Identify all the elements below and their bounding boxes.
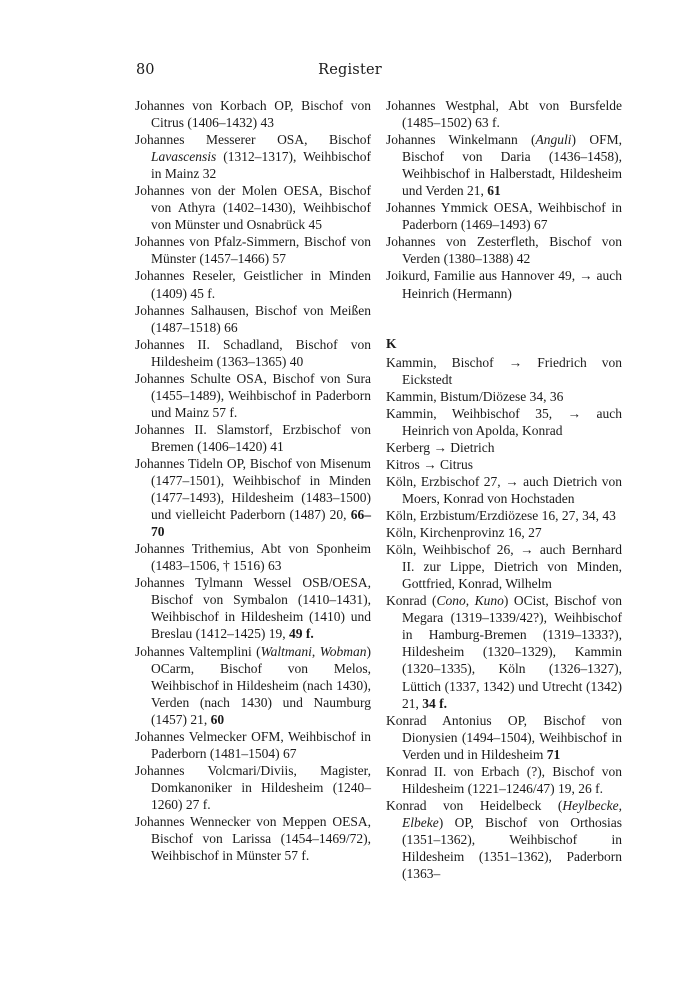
index-entry-text: Johannes Salhausen, Bischof von Meißen (1487–1518) 66 (135, 302, 371, 335)
index-entry-text: ) OFM, Bischof von Daria (1436–1458), Weihbischof in Halberstadt, Hildesheim und Verden 21, (402, 132, 622, 199)
index-entry (135, 540, 371, 574)
index-entry-text: Johannes Valtemplini ( (135, 643, 261, 659)
index-entry-text: Köln, Weihbischof 26, → auch Bernhard II. zur Lippe, Dietrich von Minden, Gottfried, Konrad, Wilhelm (386, 542, 622, 592)
index-entry-text: Joikurd, Familie aus Hannover 49, → auch Heinrich (Hermann) (386, 268, 622, 301)
index-entry-text: Köln, Erzbistum/Erzdiözese 16, 27, 34, 43 (386, 508, 616, 524)
index-entry-text: Kuno (474, 593, 504, 609)
running-head: Register (318, 62, 382, 78)
index-entry (135, 131, 371, 182)
index-entries-j-continued (386, 97, 622, 302)
index-entry-text: Johannes Trithemius, Abt von Sponheim (1483–1506, † 1516) 63 (135, 541, 371, 574)
index-entry (135, 233, 371, 267)
index-entry (386, 797, 622, 882)
index-entry (386, 354, 622, 388)
index-entry (386, 507, 622, 524)
index-entry-text: 61 (487, 183, 501, 199)
index-entry-text: Kammin, Bistum/Diözese 34, 36 (386, 388, 564, 404)
index-entry-text: Johannes Wennecker von Meppen OESA, Bischof von Larissa (1454–1469/72), Weihbischof in Münster 57 f. (135, 813, 371, 864)
index-entry-text: Waltmani (260, 643, 312, 659)
index-entry (135, 182, 371, 233)
index-entry (135, 97, 371, 131)
index-entry (386, 524, 622, 541)
index-entry (135, 421, 371, 455)
index-entry-text: Johannes Westphal, Abt von Bursfelde (1485–1502) 63 f. (386, 98, 622, 131)
index-entry-text: Lavascensis (151, 149, 217, 165)
index-entry-text: Kammin, Bischof → Friedrich von Eickstedt (386, 354, 622, 387)
index-entry (386, 199, 622, 233)
index-entry-text: Johannes Schulte OSA, Bischof von Sura (1455–1489), Weihbischof in Paderborn und Mainz 57 f. (135, 370, 371, 420)
index-entry (135, 643, 371, 728)
index-entry-text: Anguli (535, 132, 572, 148)
index-entry-text: Johannes Reseler, Geistlicher in Minden (1409) 45 f. (135, 268, 371, 301)
index-entry-text: Johannes von Korbach OP, Bischof von Citrus (1406–1432) 43 (135, 98, 371, 131)
index-entry-text: Kitros → Citrus (386, 456, 474, 472)
index-entry (135, 267, 371, 301)
index-entry-text: Elbeke (402, 814, 439, 830)
index-entry-text: ) OCist, Bischof von Megara (1319–1339/42?), Weihbischof in Hamburg-Bremen (1319–1333?), Hildesheim (1320–1329), Kammin (1320–1335), Köln (1326–1327), Lüttich (1337, 1342) und Utrecht (1342) 21, (402, 593, 622, 711)
index-entry (135, 813, 371, 864)
index-entry-text: Cono (436, 593, 466, 609)
index-entry (386, 131, 622, 199)
index-entry-text: Johannes Winkelmann ( (386, 132, 536, 148)
index-entry (386, 439, 622, 456)
index-entry-text: 66–70 (151, 507, 371, 540)
index-entry-text: Köln, Erzbischof 27, → auch Dietrich von Moers, Konrad von Hochstaden (386, 473, 622, 506)
index-entry (386, 405, 622, 439)
index-entry-text: Konrad von Heidelbeck ( (386, 797, 563, 813)
index-entry-text: , (618, 797, 622, 813)
index-entry (135, 455, 371, 540)
index-entry (386, 97, 622, 131)
index-entry-text: Johannes von Zesterfleth, Bischof von Verden (1380–1388) 42 (386, 234, 622, 267)
index-entry-text: Johannes von Pfalz-Simmern, Bischof von Münster (1457–1466) 57 (135, 234, 371, 267)
index-entry-text: (1312–1317), Weihbischof in Mainz 32 (151, 149, 371, 182)
index-entry (135, 762, 371, 813)
index-entry-text: Johannes Velmecker OFM, Weihbischof in Paderborn (1481–1504) 67 (135, 728, 371, 761)
page-header (0, 60, 700, 84)
index-entry (135, 370, 371, 421)
index-entry-text: 60 (210, 711, 225, 727)
index-column-left (135, 97, 371, 864)
index-entry-text: Kerberg → Dietrich (386, 439, 495, 455)
index-entry-text: Konrad ( (386, 593, 437, 609)
index-entries-k (386, 354, 622, 882)
index-entry-text: ) OCarm, Bischof von Melos, Weihbischof in Hildesheim (nach 1430), Verden (nach 1430) und Naumburg (1457) 21, (151, 643, 371, 727)
index-entry-text: Johannes Messerer OSA, Bischof (135, 132, 371, 148)
index-entry-text: Konrad Antonius OP, Bischof von Dionysien (1494–1504), Weihbischof in Verden und in Hildesheim (386, 712, 622, 762)
index-entry (386, 473, 622, 507)
index-entry-text: Johannes Tideln OP, Bischof von Misenum (1477–1501), Weihbischof in Minden (1477–1493), Hildesheim (1483–1500) und vielleicht Paderborn (1487) 20, (135, 455, 371, 523)
index-entry (386, 388, 622, 405)
index-entry (386, 233, 622, 267)
index-entry-text: , (311, 643, 320, 659)
index-column-right (386, 97, 622, 882)
index-entry-text: Johannes II. Schadland, Bischof von Hildesheim (1363–1365) 40 (135, 336, 371, 369)
index-entry-text: Johannes von der Molen OESA, Bischof von Athyra (1402–1430), Weihbischof von Münster und Osnabrück 45 (135, 183, 371, 233)
index-entry (386, 267, 622, 301)
index-entry-text: Johannes Ymmick OESA, Weihbischof in Paderborn (1469–1493) 67 (386, 200, 622, 233)
index-entry-text: Konrad II. von Erbach (?), Bischof von Hildesheim (1221–1246/47) 19, 26 f. (386, 763, 622, 796)
index-entry (135, 728, 371, 762)
section-letter-heading: K (386, 335, 397, 351)
index-entry-text: Heylbecke (562, 797, 619, 813)
index-entry (386, 712, 622, 763)
index-entry-text: Johannes II. Slamstorf, Erzbischof von Bremen (1406–1420) 41 (135, 421, 371, 454)
index-entry (386, 456, 622, 473)
index-entry-text: 49 f. (288, 626, 314, 642)
index-entry-text: Johannes Volcmari/Diviis, Magister, Domkanoniker in Hildesheim (1240–1260) 27 f. (135, 762, 371, 812)
index-entry (386, 592, 622, 711)
index-entry-text: Köln, Kirchenprovinz 16, 27 (386, 525, 542, 541)
index-entry-text: Wobman (319, 643, 367, 659)
index-entry-text: 71 (546, 746, 561, 762)
index-entry-text: , (465, 593, 475, 609)
page-number: 80 (136, 62, 155, 78)
index-entry (135, 336, 371, 370)
index-entry (135, 302, 371, 336)
index-entry (386, 763, 622, 797)
index-entry (135, 574, 371, 642)
index-entry-text: Kammin, Weihbischof 35, → auch Heinrich von Apolda, Konrad (386, 405, 622, 438)
index-entry-text: ) OP, Bischof von Orthosias (1351–1362), Weihbischof in Hildesheim (1351–1362), Paderborn (1363– (402, 814, 622, 882)
index-entry (386, 541, 622, 592)
index-entry-text: Johannes Tylmann Wessel OSB/OESA, Bischof von Symbalon (1410–1431), Weihbischof in Hildesheim (1410) und Breslau (1412–1425) 19, (135, 575, 371, 642)
index-entry-text: 34 f. (422, 695, 447, 711)
